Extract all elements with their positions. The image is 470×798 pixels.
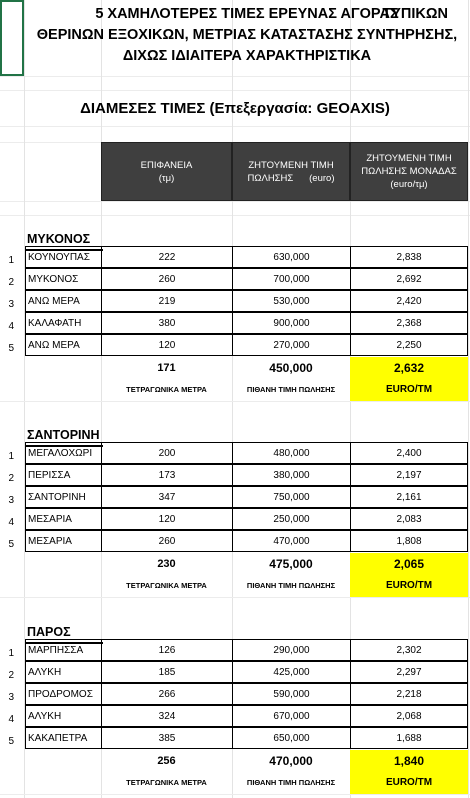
location-cell[interactable]: ΜΕΣΑΡΙΑ — [25, 530, 101, 552]
location-cell[interactable]: ΑΛΥΚΗ — [25, 705, 101, 727]
grid-line — [0, 215, 470, 216]
unit-price-cell[interactable]: 2,368 — [350, 312, 468, 334]
label-probable-price: ΠΙΘΑΝΗ ΤΙΜΗ ΠΩΛΗΣΗΣ — [246, 385, 336, 394]
unit-price-cell[interactable]: 2,250 — [350, 334, 468, 356]
row-number[interactable]: 4 — [8, 714, 14, 725]
price-cell[interactable]: 480,000 — [232, 442, 350, 464]
unit-price-cell[interactable]: 2,302 — [350, 639, 468, 661]
row-number[interactable]: 5 — [8, 539, 14, 550]
row-number[interactable]: 2 — [8, 670, 14, 681]
unit-price-cell[interactable]: 2,218 — [350, 683, 468, 705]
label-euro-per-sqm: EURO/TM — [350, 379, 468, 401]
grid-line — [0, 126, 470, 127]
median-price[interactable]: 470,000 — [269, 754, 313, 768]
unit-price-cell[interactable]: 2,692 — [350, 268, 468, 290]
header-unit-price[interactable] — [350, 142, 468, 201]
area-cell[interactable]: 120 — [101, 508, 232, 530]
grid-line — [0, 76, 470, 77]
grid-line — [0, 597, 470, 598]
price-cell[interactable]: 270,000 — [232, 334, 350, 356]
unit-price-cell[interactable]: 2,838 — [350, 246, 468, 268]
price-cell[interactable]: 900,000 — [232, 312, 350, 334]
region-title: ΠΑΡΟΣ — [25, 622, 103, 644]
location-cell[interactable]: ΠΡΟΔΡΟΜΟΣ — [25, 683, 101, 705]
row-number[interactable]: 4 — [8, 321, 14, 332]
title-line-2: ΘΕΡΙΝΩΝ ΕΞΟΧΙΚΩΝ, ΜΕΤΡΙΑΣ ΚΑΤΑΣΤΑΣΗΣ ΣΥΝΤΗΡΗΣΗΣ, — [36, 27, 458, 43]
area-cell[interactable]: 347 — [101, 486, 232, 508]
row-number[interactable]: 5 — [8, 736, 14, 747]
location-cell[interactable]: ΚΑΚΑΠΕΤΡΑ — [25, 727, 101, 749]
unit-price-cell[interactable]: 2,297 — [350, 661, 468, 683]
location-cell[interactable]: ΜΥΚΟΝΟΣ — [25, 268, 101, 290]
area-cell[interactable]: 380 — [101, 312, 232, 334]
median-price[interactable]: 475,000 — [269, 557, 313, 571]
header-unit-label: ΖΗΤΟΥΜΕΝΗ ΤΙΜΗ — [366, 153, 452, 164]
location-cell[interactable]: ΜΕΣΑΡΙΑ — [25, 508, 101, 530]
location-cell[interactable]: ΜΑΡΠΗΣΣΑ — [25, 639, 101, 661]
area-cell[interactable]: 200 — [101, 442, 232, 464]
region-title: ΣΑΝΤΟΡΙΝΗ — [25, 425, 103, 447]
header-price-unit: (euro) — [309, 172, 335, 184]
row-number[interactable]: 1 — [8, 451, 14, 462]
unit-price-cell[interactable]: 1,808 — [350, 530, 468, 552]
subtitle: ΔΙΑΜΕΣΕΣ ΤΙΜΕΣ (Επεξεργασία: GEOAXIS) — [80, 100, 390, 117]
header-unit-unit: (euro/τμ) — [390, 179, 428, 190]
table-row[interactable] — [0, 464, 470, 486]
area-cell[interactable]: 260 — [101, 268, 232, 290]
location-cell[interactable]: ΣΑΝΤΟΡΙΝΗ — [25, 486, 101, 508]
price-cell[interactable]: 650,000 — [232, 727, 350, 749]
table-row[interactable] — [0, 683, 470, 705]
price-cell[interactable]: 700,000 — [232, 268, 350, 290]
table-row[interactable] — [0, 334, 470, 356]
location-cell[interactable]: ΚΟΥΝΟΥΠΑΣ — [25, 246, 101, 268]
area-cell[interactable]: 219 — [101, 290, 232, 312]
location-cell[interactable]: ΚΑΛΑΦΑΤΗ — [25, 312, 101, 334]
unit-price-cell[interactable]: 2,197 — [350, 464, 468, 486]
row-number[interactable]: 1 — [8, 648, 14, 659]
grid-line — [0, 201, 470, 202]
table-row[interactable] — [0, 486, 470, 508]
price-cell[interactable]: 670,000 — [232, 705, 350, 727]
table-row[interactable] — [0, 290, 470, 312]
selected-cell[interactable] — [0, 0, 24, 76]
location-cell[interactable]: ΜΕΓΑΛΟΧΩΡΙ — [25, 442, 101, 464]
area-cell[interactable]: 266 — [101, 683, 232, 705]
row-number[interactable]: 5 — [8, 343, 14, 354]
header-price-label: ΖΗΤΟΥΜΕΝΗ ΤΙΜΗ — [248, 159, 334, 171]
unit-price-cell[interactable]: 2,161 — [350, 486, 468, 508]
header-area-unit: (τμ) — [158, 172, 175, 184]
table-row[interactable] — [0, 442, 470, 464]
location-cell[interactable]: ΑΝΩ ΜΕΡΑ — [25, 334, 101, 356]
location-cell[interactable]: ΑΛΥΚΗ — [25, 661, 101, 683]
table-row[interactable] — [0, 639, 470, 661]
title-line-1: 5 ΧΑΜΗΛΟΤΕΡΕΣ ΤΙΜΕΣ ΕΡΕΥΝΑΣ ΑΓΟΡΑΣ — [95, 6, 399, 22]
price-cell[interactable]: 290,000 — [232, 639, 350, 661]
median-unit-price[interactable]: 2,632 — [350, 357, 468, 379]
price-cell[interactable]: 380,000 — [232, 464, 350, 486]
row-number[interactable]: 3 — [8, 495, 14, 506]
grid-line — [0, 401, 470, 402]
unit-price-cell[interactable]: 1,688 — [350, 727, 468, 749]
median-area[interactable]: 171 — [157, 362, 176, 374]
table-row[interactable] — [0, 508, 470, 530]
table-row[interactable] — [0, 705, 470, 727]
label-sqm: ΤΕΤΡΑΓΩΝΙΚΑ ΜΕΤΡΑ — [126, 385, 207, 394]
unit-price-cell[interactable]: 2,083 — [350, 508, 468, 530]
area-cell[interactable]: 324 — [101, 705, 232, 727]
price-cell[interactable]: 590,000 — [232, 683, 350, 705]
table-row[interactable] — [0, 268, 470, 290]
row-number[interactable]: 4 — [8, 517, 14, 528]
price-cell[interactable]: 530,000 — [232, 290, 350, 312]
title-line-3: ΔΙΧΩΣ ΙΔΙΑΙΤΕΡΑ ΧΑΡΑΚΤΗΡΙΣΤΙΚΑ — [122, 48, 372, 64]
grid-line — [0, 794, 470, 795]
table-row[interactable] — [0, 530, 470, 552]
price-cell[interactable]: 750,000 — [232, 486, 350, 508]
median-unit-price[interactable]: 1,840 — [350, 750, 468, 772]
row-number[interactable]: 2 — [8, 277, 14, 288]
label-euro-per-sqm: EURO/TM — [350, 772, 468, 794]
area-cell[interactable]: 126 — [101, 639, 232, 661]
price-cell[interactable]: 470,000 — [232, 530, 350, 552]
table-row[interactable] — [0, 312, 470, 334]
location-cell[interactable]: ΠΕΡΙΣΣΑ — [25, 464, 101, 486]
area-cell[interactable]: 173 — [101, 464, 232, 486]
area-cell[interactable]: 120 — [101, 334, 232, 356]
label-probable-price: ΠΙΘΑΝΗ ΤΙΜΗ ΠΩΛΗΣΗΣ — [246, 778, 336, 787]
header-unit-label-2: ΠΩΛΗΣΗΣ ΜΟΝΑΔΑΣ — [361, 166, 457, 177]
unit-price-cell[interactable]: 2,068 — [350, 705, 468, 727]
label-euro-per-sqm: EURO/TM — [350, 575, 468, 597]
label-sqm: ΤΕΤΡΑΓΩΝΙΚΑ ΜΕΤΡΑ — [126, 581, 207, 590]
area-cell[interactable]: 385 — [101, 727, 232, 749]
price-cell[interactable]: 630,000 — [232, 246, 350, 268]
region-title: ΜΥΚΟΝΟΣ — [25, 229, 103, 251]
header-price-label-2: ΠΩΛΗΣΗΣ — [247, 172, 294, 184]
header-price[interactable] — [232, 142, 350, 201]
area-cell[interactable]: 222 — [101, 246, 232, 268]
price-cell[interactable]: 425,000 — [232, 661, 350, 683]
header-area-label: ΕΠΙΦΑΝΕΙΑ — [140, 159, 193, 171]
title-line-1-right: ΤΥΠΙΚΩΝ — [382, 6, 448, 22]
median-price[interactable]: 450,000 — [269, 361, 313, 375]
row-number[interactable]: 3 — [8, 299, 14, 310]
median-unit-price[interactable]: 2,065 — [350, 553, 468, 575]
label-sqm: ΤΕΤΡΑΓΩΝΙΚΑ ΜΕΤΡΑ — [126, 778, 207, 787]
table-row[interactable] — [0, 246, 470, 268]
location-cell[interactable]: ΑΝΩ ΜΕΡΑ — [25, 290, 101, 312]
table-row[interactable] — [0, 661, 470, 683]
area-cell[interactable]: 185 — [101, 661, 232, 683]
unit-price-cell[interactable]: 2,420 — [350, 290, 468, 312]
median-area[interactable]: 230 — [157, 558, 176, 570]
label-probable-price: ΠΙΘΑΝΗ ΤΙΜΗ ΠΩΛΗΣΗΣ — [246, 581, 336, 590]
report-title — [24, 4, 470, 67]
row-number[interactable]: 2 — [8, 473, 14, 484]
area-cell[interactable]: 260 — [101, 530, 232, 552]
header-area[interactable] — [101, 142, 232, 201]
row-number[interactable]: 1 — [8, 255, 14, 266]
unit-price-cell[interactable]: 2,400 — [350, 442, 468, 464]
row-number[interactable]: 3 — [8, 692, 14, 703]
table-row[interactable] — [0, 727, 470, 749]
grid-line — [0, 90, 470, 91]
price-cell[interactable]: 250,000 — [232, 508, 350, 530]
median-area[interactable]: 256 — [157, 755, 176, 767]
